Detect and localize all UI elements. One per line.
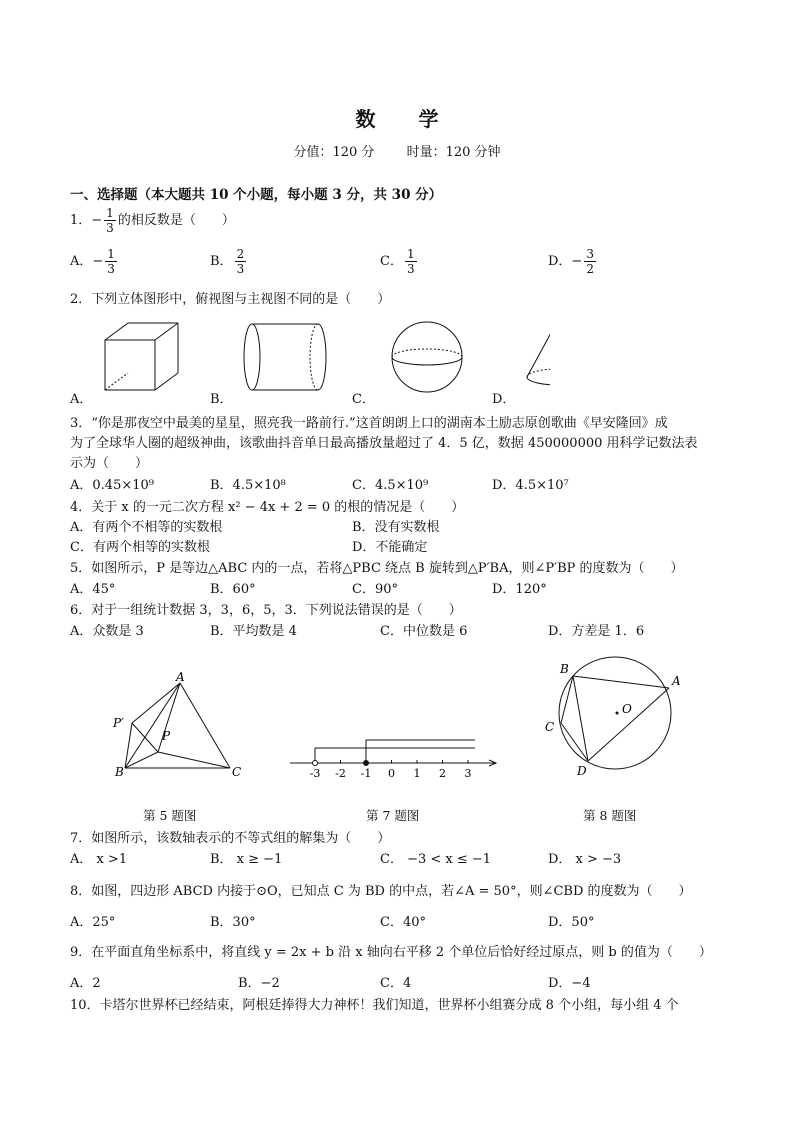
section-heading: 一、选择题（本大题共 10 个小题，每小题 3 分，共 30 分） bbox=[70, 187, 443, 203]
q1-option-c: C． $\frac{1}{3}$ bbox=[380, 247, 415, 276]
figure-8 bbox=[540, 655, 690, 780]
f7-tick-label: -1 bbox=[360, 767, 372, 780]
f8-label-d: D bbox=[577, 764, 587, 778]
f8-label-c: C bbox=[545, 720, 555, 734]
q1-option-a: A．− $\frac{1}{3}$ bbox=[70, 247, 115, 276]
q5-option-c: C．90° bbox=[352, 582, 398, 597]
q2-option-a: A． bbox=[70, 392, 93, 407]
q3-option-c: C．4.5×10⁹ bbox=[352, 478, 429, 493]
q2-figures bbox=[70, 315, 550, 405]
q8-option-d: D．50° bbox=[548, 915, 595, 930]
f7-tick-label: -2 bbox=[335, 767, 346, 780]
q5-option-d: D．120° bbox=[492, 582, 547, 597]
q9-option-b: B．−2 bbox=[238, 976, 280, 991]
q1-option-b: B． $\frac{2}{3}$ bbox=[210, 247, 245, 276]
q5-option-b: B．60° bbox=[210, 582, 256, 597]
figure-8-caption: 第 8 题图 bbox=[583, 808, 637, 823]
q6-option-b: B．平均数是 4 bbox=[210, 624, 297, 639]
question-10: 10．卡塔尔世界杯已经结束，阿根廷捧得大力神杯！我们知道，世界杯小组赛分成 8 个小组，每小组 4 个 bbox=[70, 998, 679, 1013]
q8-option-c: C．40° bbox=[380, 915, 426, 930]
q7-option-b: B． x ≥ −1 bbox=[210, 852, 283, 867]
q2-option-c: C． bbox=[352, 392, 375, 407]
f5-label-b: B bbox=[115, 765, 124, 779]
exam-info bbox=[0, 141, 794, 160]
f5-label-a: A bbox=[176, 670, 185, 684]
f8-label-a: A bbox=[672, 674, 681, 688]
f7-tick-label: 0 bbox=[388, 767, 395, 780]
f7-tick-label: -3 bbox=[309, 767, 321, 780]
f8-center-point bbox=[616, 712, 619, 715]
q5-option-a: A．45° bbox=[70, 582, 116, 597]
sphere-figure bbox=[392, 322, 462, 392]
question-7: 7．如图所示，该数轴表示的不等式组的解集为（ ） bbox=[70, 831, 391, 846]
question-4: 4．关于 x 的一元二次方程 x² − 4x + 2 = 0 的根的情况是（ ） bbox=[70, 500, 465, 515]
figure-7-caption: 第 7 题图 bbox=[366, 808, 420, 823]
q7-option-c: C． −3 < x ≤ −1 bbox=[380, 852, 492, 867]
q4-option-d: D．不能确定 bbox=[352, 540, 428, 555]
q6-option-a: A．众数是 3 bbox=[70, 624, 144, 639]
q4-option-b: B．没有实数根 bbox=[352, 520, 440, 535]
question-3-line1: 3．“你是那夜空中最美的星星，照亮我一路前行.”这首朗朗上口的湖南本土励志原创歌曲《早安隆回》成 bbox=[70, 416, 668, 431]
figure-5 bbox=[110, 665, 250, 785]
q6-option-c: C．中位数是 6 bbox=[380, 624, 468, 639]
question-1: 1．− $\frac{1}{3}$ 的相反数是（ ） bbox=[70, 206, 235, 235]
f7-closed-point bbox=[364, 761, 369, 766]
q8-option-a: A．25° bbox=[70, 915, 116, 930]
cone-figure bbox=[527, 320, 550, 385]
f5-label-p: P bbox=[162, 729, 171, 743]
f5-label-c: C bbox=[232, 765, 242, 779]
question-3-line3: 示为（ ） bbox=[70, 456, 149, 471]
figure-5-caption: 第 5 题图 bbox=[143, 808, 197, 823]
f7-tick-label: 1 bbox=[413, 767, 421, 780]
question-5: 5．如图所示，P 是等边△ABC 内的一点，若将△PBC 绕点 B 旋转到△P′BA，则∠P′BP 的度数为（ ） bbox=[70, 561, 684, 576]
q2-option-d: D． bbox=[492, 392, 516, 407]
cylinder-figure bbox=[244, 324, 326, 390]
q6-option-d: D．方差是 1．6 bbox=[548, 624, 645, 639]
question-9: 9．在平面直角坐标系中，将直线 y = 2x + b 沿 x 轴向右平移 2 个单位后恰好经过原点，则 b 的值为（ ） bbox=[70, 945, 712, 960]
question-8: 8．如图，四边形 ABCD 内接于⊙O，已知点 C 为 BD 的中点，若∠A = 50°，则∠CBD 的度数为（ ） bbox=[70, 884, 692, 899]
q2-option-b: B． bbox=[210, 392, 233, 407]
q8-option-b: B．30° bbox=[210, 915, 256, 930]
f8-label-b: B bbox=[560, 662, 569, 676]
q1-option-d: D．− $\frac{3}{2}$ bbox=[548, 247, 594, 276]
cube-figure bbox=[105, 323, 178, 390]
question-3-line2: 为了全球华人圈的超级神曲，该歌曲抖音单日最高播放量超过了 4．5 亿，数据 450000000 用科学记数法表 bbox=[70, 436, 698, 451]
f7-tick-label: 3 bbox=[464, 767, 472, 780]
q7-option-d: D． x > −3 bbox=[548, 852, 622, 867]
question-2: 2．下列立体图形中，俯视图与主视图不同的是（ ） bbox=[70, 292, 391, 307]
q7-option-a: A． x >1 bbox=[70, 852, 128, 867]
page-title: 数 学 bbox=[355, 107, 457, 131]
q3-option-a: A．0.45×10⁹ bbox=[70, 478, 154, 493]
q3-option-b: B．4.5×10⁸ bbox=[210, 478, 286, 493]
f8-label-o: O bbox=[622, 702, 632, 716]
q9-option-a: A．2 bbox=[70, 976, 101, 991]
q9-option-c: C．4 bbox=[380, 976, 412, 991]
f5-label-p1: P′ bbox=[113, 716, 124, 730]
f7-tick-label: 2 bbox=[439, 767, 446, 780]
time-info: 时量：120 分钟 bbox=[406, 145, 501, 160]
figure-7 bbox=[285, 735, 505, 780]
f7-open-point bbox=[313, 761, 318, 766]
q9-option-d: D．−4 bbox=[548, 976, 591, 991]
q4-option-c: C．有两个相等的实数根 bbox=[70, 540, 210, 555]
score-info: 分值：120 分 bbox=[293, 145, 375, 160]
question-6: 6．对于一组统计数据 3，3，6，5，3．下列说法错误的是（ ） bbox=[70, 603, 462, 618]
q3-option-d: D．4.5×10⁷ bbox=[492, 478, 569, 493]
q4-option-a: A．有两个不相等的实数根 bbox=[70, 520, 223, 535]
